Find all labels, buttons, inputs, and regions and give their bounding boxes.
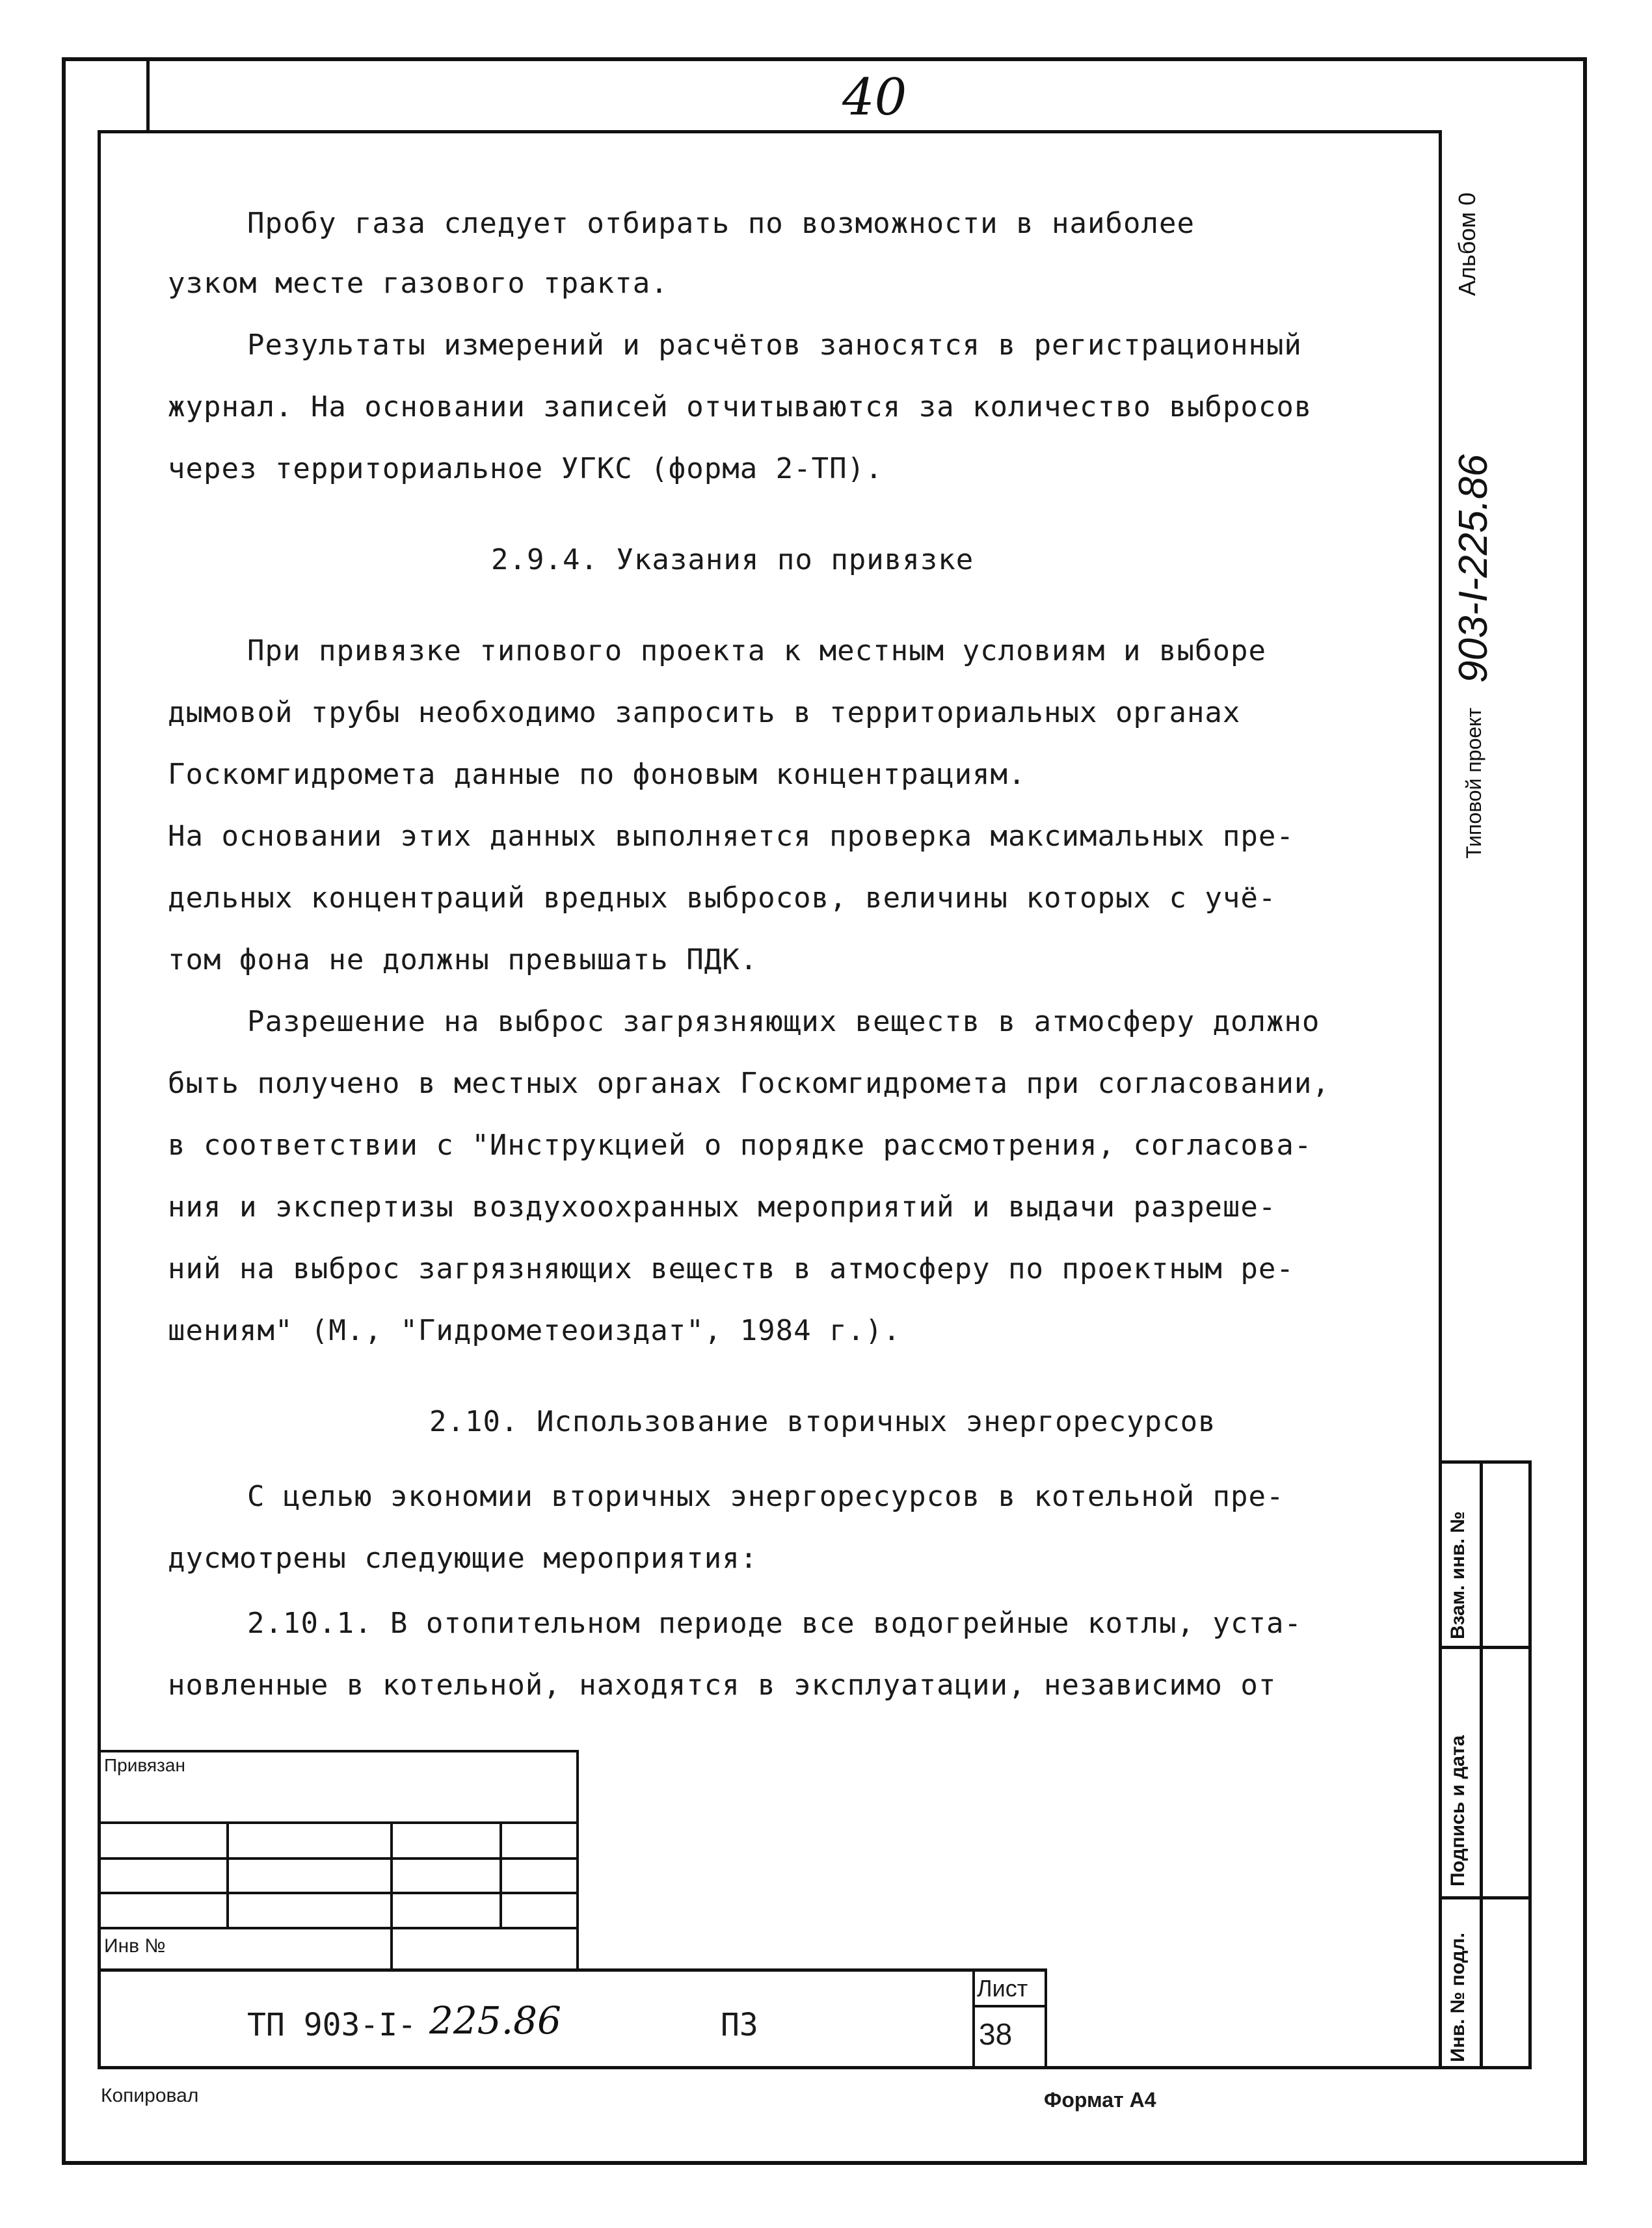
project-number-handwritten: 903-I-225.86 — [1451, 454, 1496, 683]
p5-line-1: С целью экономии вторичных энергоресурсов в котельной пре- — [247, 1480, 1285, 1513]
side-stamp-top — [1439, 1460, 1532, 1464]
inner-frame-top — [98, 130, 1441, 133]
vzam-inv-label: Взам. инв. № — [1447, 1511, 1469, 1639]
p1-line-2: узком месте газового тракта. — [168, 267, 669, 300]
page-number: 40 — [842, 68, 907, 127]
side-stamp-col-divider — [1480, 1460, 1483, 2069]
doc-type: ПЗ — [721, 2007, 758, 2043]
p6-line-2: новленные в котельной, находятся в эксплуатации, независимо от — [168, 1669, 1277, 1702]
stamp-col-3 — [500, 1821, 502, 1929]
stamp-col-1 — [226, 1821, 229, 1929]
p3-line-4: На основании этих данных выполняется проверка максимальных пре- — [168, 820, 1294, 853]
side-stamp-bottom — [1439, 2066, 1532, 2069]
p4-line-3: в соответствии с "Инструкцией о порядке рассмотрения, согласова- — [168, 1129, 1312, 1162]
outer-frame-top — [62, 57, 1587, 61]
stamp-col-2 — [390, 1821, 393, 1971]
p2-line-1: Результаты измерений и расчётов заносятся в регистрационный — [247, 329, 1302, 362]
section-heading-2-10: 2.10. Использование вторичных энергоресурсов — [429, 1405, 1216, 1438]
stamp-row-2 — [98, 1857, 579, 1860]
p3-line-6: том фона не должны превышать ПДК. — [168, 943, 758, 976]
side-stamp-right — [1528, 1460, 1532, 2069]
side-stamp-sep-1 — [1439, 1646, 1532, 1649]
podpis-data-label: Подпись и дата — [1447, 1735, 1469, 1886]
p4-line-6: шениям" (М., "Гидрометеоиздат", 1984 г.). — [168, 1314, 901, 1347]
outer-frame-left — [62, 57, 66, 2165]
outer-frame-right — [1583, 57, 1587, 2165]
doc-code-printed: ТП 903-I- — [247, 2007, 417, 2043]
section-heading-2-9-4: 2.9.4. Указания по привязке — [491, 543, 974, 576]
footer-format: Формат А4 — [1044, 2088, 1156, 2112]
stamp-row-4 — [98, 1927, 579, 1929]
inner-frame-right — [1439, 130, 1442, 2069]
stamp-row-3 — [98, 1892, 579, 1894]
p2-line-2: журнал. На основании записей отчитываются за количество выбросов — [168, 390, 1312, 423]
p5-line-2: дусмотрены следующие мероприятия: — [168, 1542, 758, 1575]
stamp-inv-no: Инв № — [104, 1935, 166, 1957]
project-label: Типовой проект — [1462, 707, 1485, 859]
p6-line-1: 2.10.1. В отопительном периоде все водогрейные котлы, уста- — [247, 1607, 1302, 1640]
p4-line-1: Разрешение на выброс загрязняющих веществ в атмосферу должно — [247, 1005, 1320, 1038]
stamp-top — [98, 1750, 579, 1752]
p3-line-1: При привязке типового проекта к местным условиям и выборе — [247, 634, 1266, 667]
sheet-box-divider — [972, 2005, 1047, 2007]
stamp-row-5 — [98, 1968, 1047, 1972]
p2-line-3: через территориальное УГКС (форма 2-ТП). — [168, 452, 883, 485]
p4-line-2: быть получено в местных органах Госкомгидромета при согласовании, — [168, 1067, 1330, 1100]
p1-line-1: Пробу газа следует отбирать по возможности в наиболее — [247, 207, 1195, 240]
side-stamp-sep-2 — [1439, 1896, 1532, 1899]
album-label: Альбом 0 — [1454, 192, 1480, 296]
doc-code-handwritten: 225.86 — [429, 1998, 561, 2043]
outer-frame-bottom — [62, 2161, 1587, 2165]
footer-kopiroval: Копировал — [101, 2085, 199, 2106]
stamp-privyazan: Привязан — [104, 1755, 185, 1775]
p3-line-3: Госкомгидромета данные по фоновым концентрациям. — [168, 758, 1026, 791]
inner-frame-left — [98, 130, 101, 2069]
p3-line-5: дельных концентраций вредных выбросов, величины которых с учё- — [168, 881, 1277, 915]
sheet-number: 38 — [979, 2017, 1013, 2051]
top-margin-divider — [146, 57, 150, 133]
inv-podl-label: Инв. № подл. — [1447, 1932, 1469, 2062]
p4-line-5: ний на выброс загрязняющих веществ в атмосферу по проектным ре- — [168, 1252, 1294, 1285]
stamp-right — [576, 1750, 579, 1971]
sheet-box-left — [972, 1971, 975, 2069]
p4-line-4: ния и экспертизы воздухоохранных мероприятий и выдачи разреше- — [168, 1190, 1277, 1224]
stamp-row-1 — [98, 1821, 579, 1824]
p3-line-2: дымовой трубы необходимо запросить в территориальных органах — [168, 696, 1241, 729]
inner-frame-bottom — [98, 2066, 1441, 2069]
sheet-label: Лист — [977, 1975, 1028, 2002]
sheet-box-right — [1045, 1971, 1047, 2069]
